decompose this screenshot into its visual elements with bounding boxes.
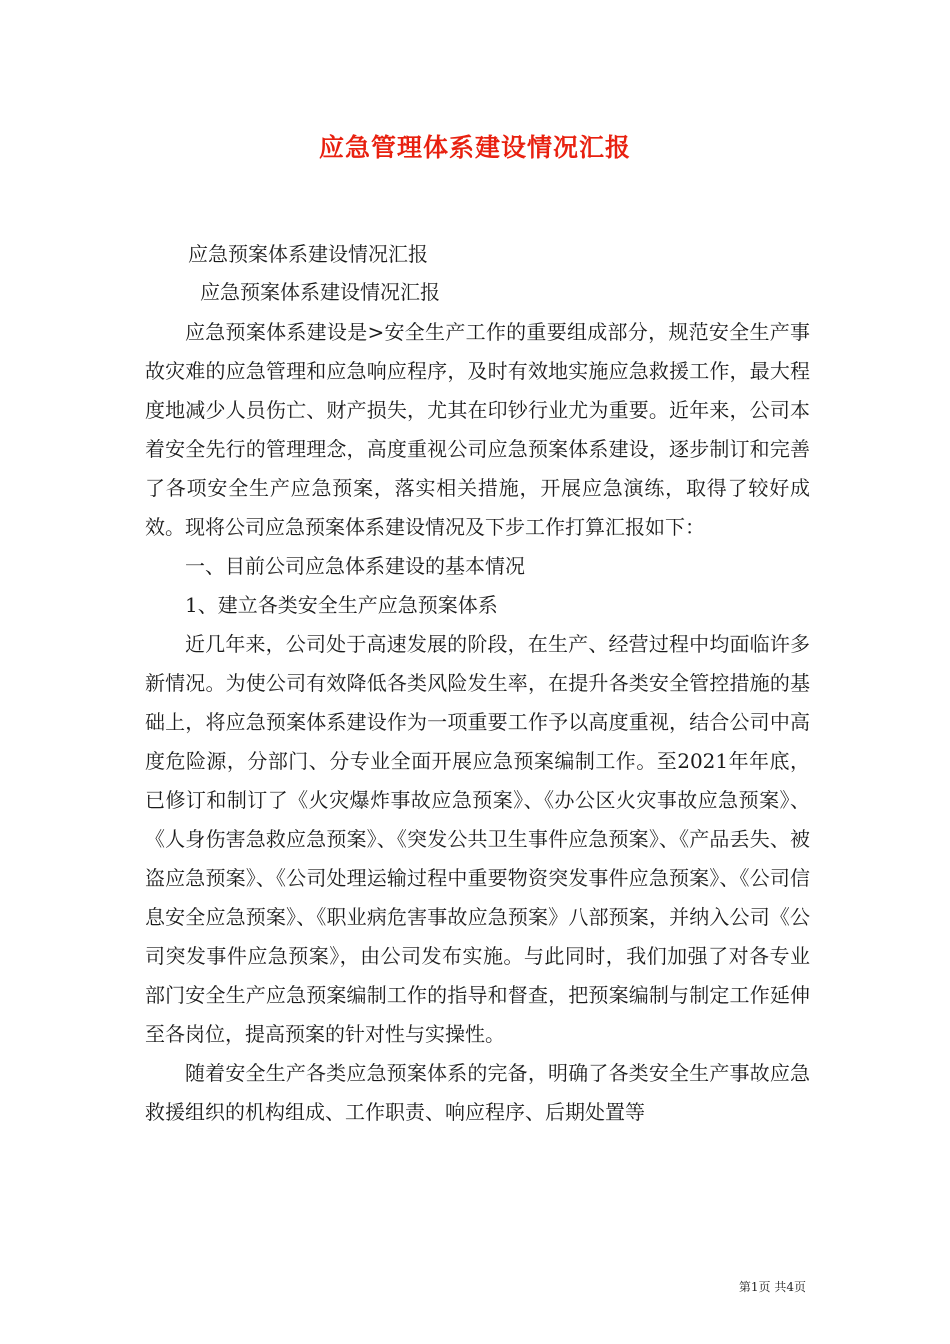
page-number: 第1页 共4页: [738, 1280, 806, 1294]
body-paragraph-continuation: 随着安全生产各类应急预案体系的完备，明确了各类安全生产事故应急救援组织的机构组成、工作职责、响应程序、后期处置等: [145, 1061, 810, 1124]
subtitle-line-2: 应急预案体系建设情况汇报: [200, 280, 440, 304]
document-title: 应急管理体系建设情况汇报: [318, 133, 631, 162]
document-body: [145, 313, 810, 1132]
section-heading-1: 一、目前公司应急体系建设的基本情况: [185, 554, 525, 578]
subsection-heading-1: 1、建立各类安全生产应急预案体系: [185, 593, 498, 617]
body-paragraph-plans: 近几年来，公司处于高速发展的阶段，在生产、经营过程中均面临许多新情况。为使公司有效降低各类风险发生率，在提升各类安全管控措施的基础上，将应急预案体系建设作为一项重要工作予以高度重视，结合公司中高度危险源，分部门、分专业全面开展应急预案编制工作。至2021年年底，已修订和制订了《火灾爆炸事故应急预案》、《办公区火灾事故应急预案》、《人身伤害急救应急预案》、《突发公共卫生事件应急预案》、《产品丢失、被盗应急预案》、《公司处理运输过程中重要物资突发事件应急预案》、《公司信息安全应急预案》、《职业病危害事故应急预案》八部预案，并纳入公司《公司突发事件应急预案》，由公司发布实施。与此同时，我们加强了对各专业部门安全生产应急预案编制工作的指导和督查，把预案编制与制定工作延伸至各岗位，提高预案的针对性与实操性。: [145, 632, 810, 1046]
body-paragraph-intro: 应急预案体系建设是>安全生产工作的重要组成部分，规范安全生产事故灾难的应急管理和应急响应程序，及时有效地实施应急救援工作，最大程度地减少人员伤亡、财产损失，尤其在印钞行业尤为重要。近年来，公司本着安全先行的管理理念，高度重视公司应急预案体系建设，逐步制订和完善了各项安全生产应急预案，落实相关措施，开展应急演练，取得了较好成效。现将公司应急预案体系建设情况及下步工作打算汇报如下：: [145, 320, 810, 539]
subtitle-line-1: 应急预案体系建设情况汇报: [188, 242, 428, 266]
